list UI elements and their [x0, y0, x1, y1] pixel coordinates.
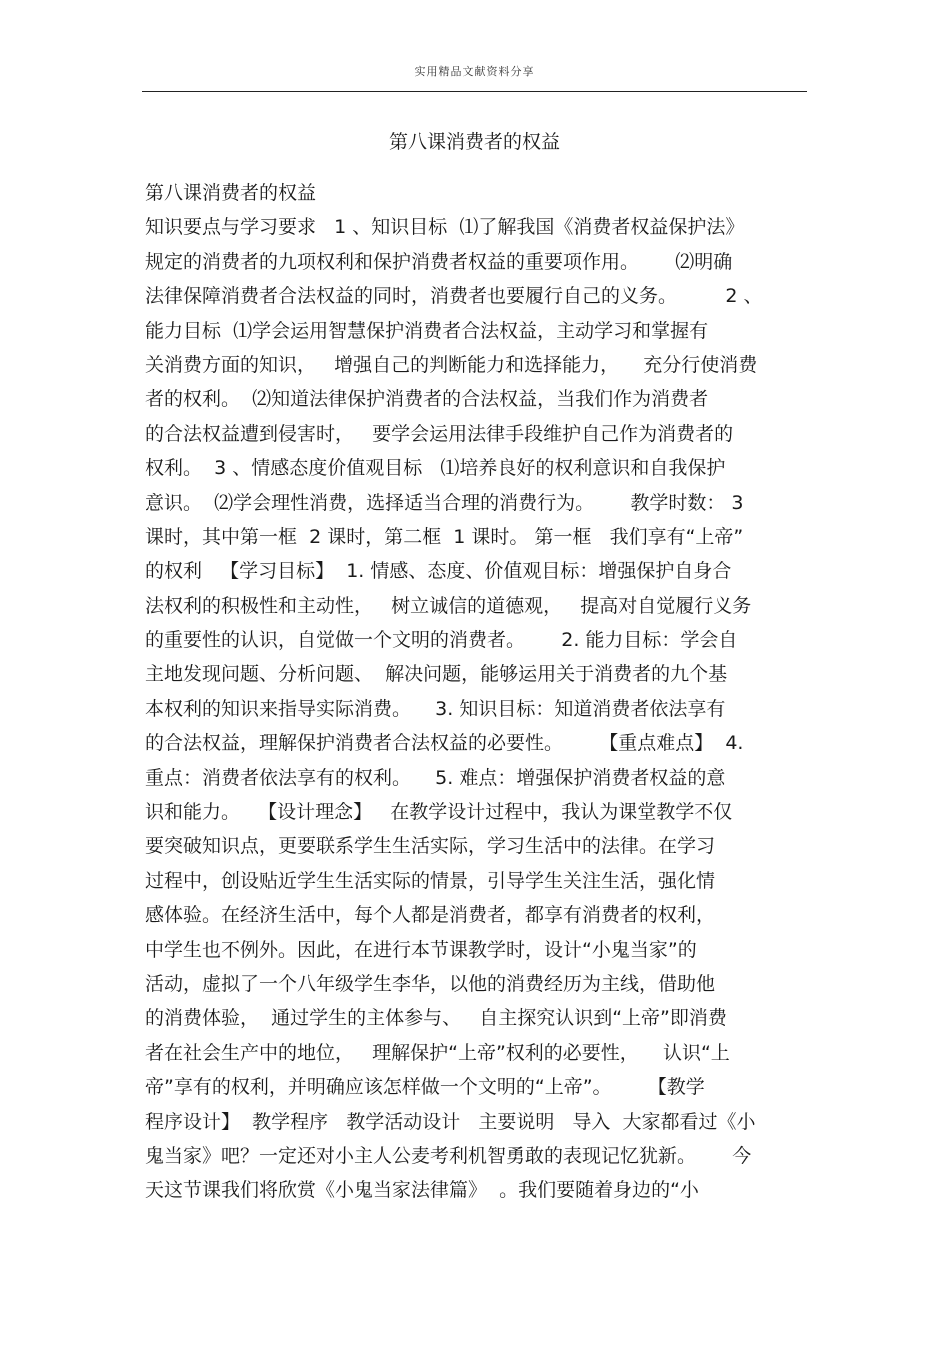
body-line: 的重要性的认识，自觉做一个文明的消费者。 2. 能力目标：学会自 [145, 629, 738, 652]
body-line: 帝”享有的权利，并明确应该怎样做一个文明的“上帝”。 【教学 [145, 1076, 705, 1099]
body-line: 鬼当家》吧？一定还对小主人公麦考利机智勇敢的表现记忆犹新。 今 [145, 1144, 752, 1167]
body-line: 法律保障消费者合法权益的同时，消费者也要履行自己的义务。 2 、 [145, 285, 763, 308]
body-line: 规定的消费者的九项权利和保护消费者权益的重要项作用。 ⑵明确 [145, 250, 733, 273]
body-line: 的权利 【学习目标】 1. 情感、态度、价值观目标：增强保护自身合 [145, 560, 732, 583]
body-line: 能力目标 ⑴学会运用智慧保护消费者合法权益，主动学习和掌握有 [145, 319, 709, 342]
header-rule [142, 91, 807, 92]
document-title: 第八课消费者的权益 [388, 131, 560, 153]
body-line: 第八课消费者的权益 [145, 182, 317, 204]
document-body [145, 176, 810, 1208]
body-line: 法权利的积极性和主动性， 树立诚信的道德观， 提高对自觉履行义务 [145, 594, 752, 617]
body-line: 者的权利。 ⑵知道法律保护消费者的合法权益，当我们作为消费者 [145, 388, 709, 411]
body-line: 重点：消费者依法享有的权利。 5. 难点：增强保护消费者权益的意 [145, 766, 726, 789]
body-line: 程序设计】 教学程序 教学活动设计 主要说明 导入 大家都看过《小 [145, 1110, 756, 1133]
body-line: 活动，虚拟了一个八年级学生李华，以他的消费经历为主线，借助他 [145, 972, 716, 995]
body-line: 的合法权益，理解保护消费者合法权益的必要性。 【重点难点】 4. [145, 732, 744, 755]
body-line: 课时，其中第一框 2 课时，第二框 1 课时。 第一框 我们享有“上帝” [145, 525, 744, 548]
body-line: 的消费体验， 通过学生的主体参与、 自主探究认识到“上帝”即消费 [145, 1007, 727, 1030]
body-line: 意识。 ⑵学会理性消费，选择适当合理的消费行为。 教学时数： 3 [145, 491, 744, 514]
body-line: 要突破知识点，更要联系学生生活实际，学习生活中的法律。在学习 [145, 835, 716, 858]
body-line: 中学生也不例外。因此，在进行本节课教学时，设计“小鬼当家”的 [145, 938, 697, 961]
body-line: 关消费方面的知识， 增强自己的判断能力和选择能力， 充分行使消费 [145, 353, 758, 376]
page-header: 实用精品文献资料分享 [414, 65, 535, 78]
body-line: 的合法权益遭到侵害时， 要学会运用法律手段维护自己作为消费者的 [145, 422, 734, 445]
body-line: 权利。 3 、情感态度价值观目标 ⑴培养良好的权利意识和自我保护 [145, 457, 726, 480]
body-line: 识和能力。 【设计理念】 在教学设计过程中，我认为课堂教学不仅 [145, 801, 733, 824]
body-line: 天这节课我们将欣赏《小鬼当家法律篇》 。我们要随着身边的“小 [145, 1179, 699, 1202]
body-line: 感体验。在经济生活中，每个人都是消费者，都享有消费者的权利， [145, 904, 716, 927]
body-line: 本权利的知识来指导实际消费。 3. 知识目标：知道消费者依法享有 [145, 697, 726, 720]
body-line: 主地发现问题、分析问题、 解决问题，能够运用关于消费者的九个基 [145, 663, 728, 686]
body-line: 者在社会生产中的地位， 理解保护“上帝”权利的必要性， 认识“上 [145, 1041, 730, 1064]
body-line: 知识要点与学习要求 1 、知识目标 ⑴了解我国《消费者权益保护法》 [145, 216, 745, 239]
body-line: 过程中，创设贴近学生生活实际的情景，引导学生关注生活，强化情 [145, 869, 716, 892]
